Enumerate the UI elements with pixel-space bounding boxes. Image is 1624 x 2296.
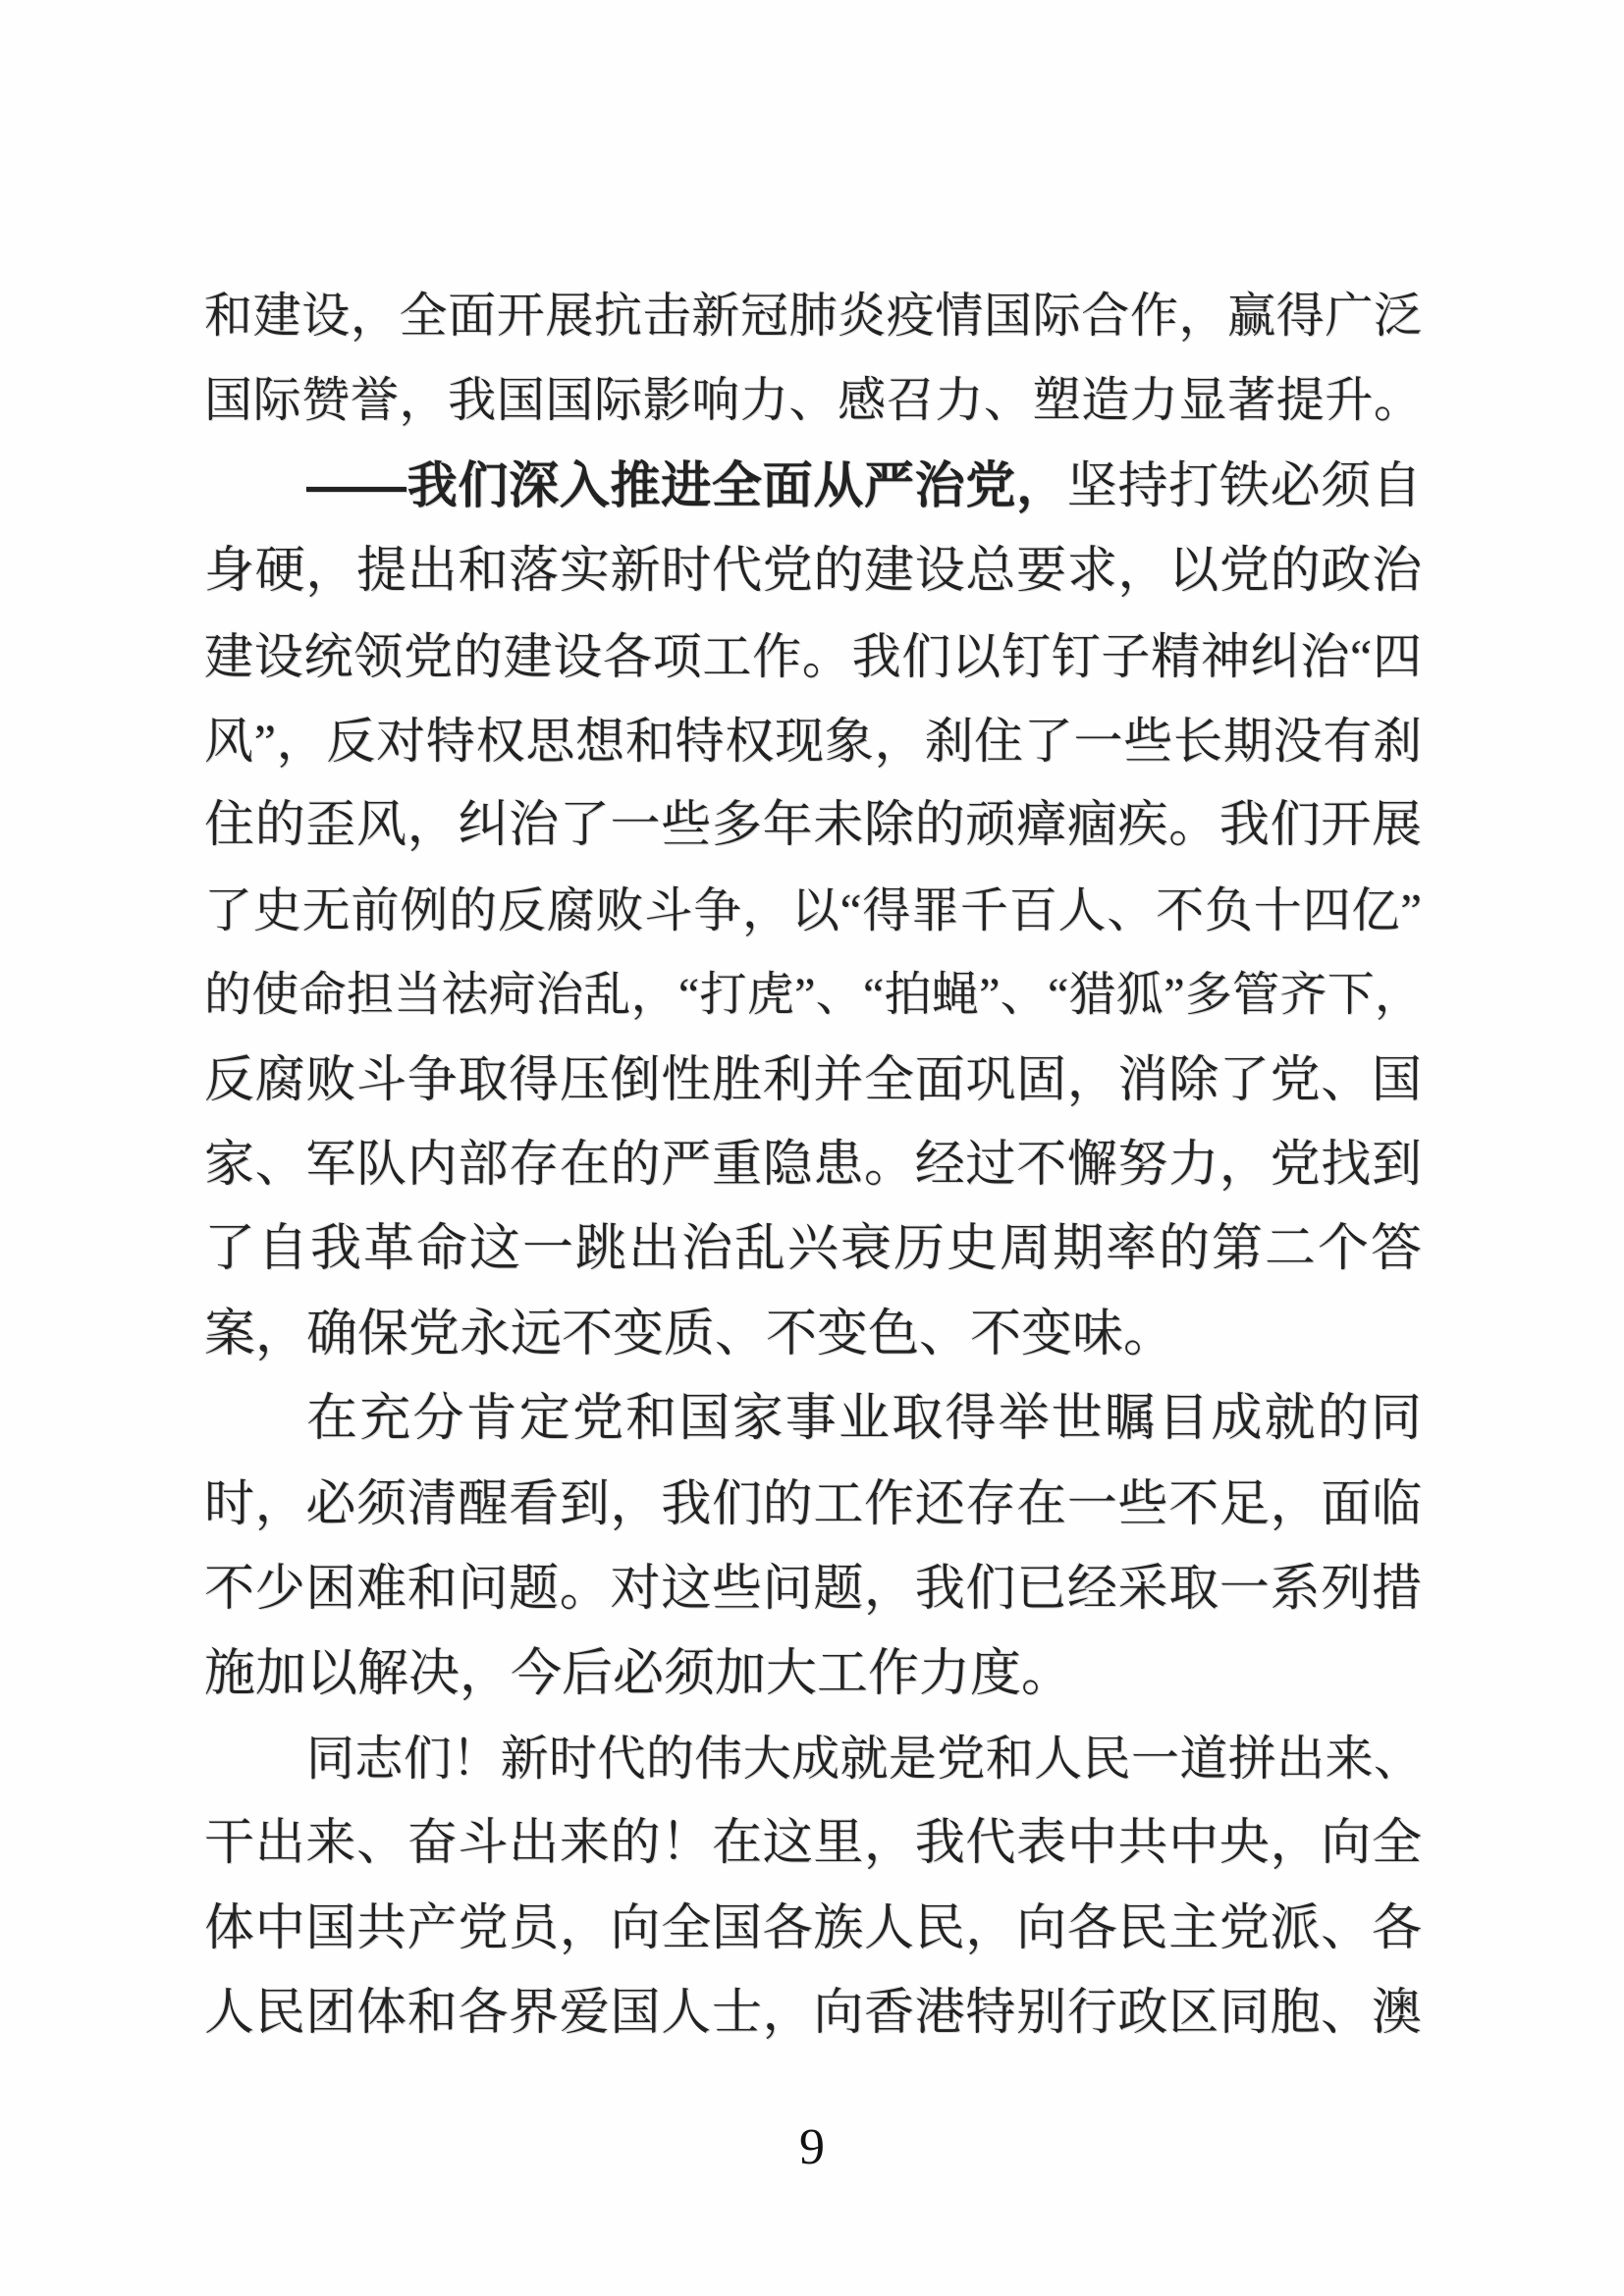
text-line: 身硬，提出和落实新时代党的建设总要求，以党的政治	[204, 544, 1422, 600]
text-segment: 坚持打铁必须自	[1066, 458, 1422, 514]
text-line: 和建设，全面开展抗击新冠肺炎疫情国际合作，赢得广泛	[204, 289, 1422, 343]
text-line: 了史无前例的反腐败斗争，以“得罪千百人、不负十四亿”	[204, 882, 1422, 937]
text-line: 反腐败斗争取得压倒性胜利并全面巩固，消除了党、国	[204, 1052, 1422, 1108]
text-line: 时，必须清醒看到，我们的工作还存在一些不足，面临	[204, 1476, 1422, 1532]
text-line: 建设统领党的建设各项工作。我们以钉钉子精神纠治“四	[204, 628, 1422, 684]
text-line: 风”，反对特权思想和特权现象，刹住了一些长期没有刹	[204, 714, 1422, 770]
text-line: 在充分肯定党和国家事业取得举世瞩目成就的同	[306, 1391, 1422, 1448]
text-line: 同志们！新时代的伟大成就是党和人民一道拼出来、	[306, 1731, 1422, 1786]
text-line	[204, 444, 1422, 529]
text-line: 住的歪风，纠治了一些多年未除的顽瘴痼疾。我们开展	[204, 798, 1422, 854]
text-line: 施加以解决，今后必须加大工作力度。	[204, 1645, 1073, 1702]
text-line: 干出来、奋斗出来的！在这里，我代表中共中央，向全	[204, 1816, 1422, 1872]
page-number: 9	[799, 2119, 825, 2175]
emphasis-lead-text: ——我们深入推进全面从严治党，	[306, 456, 1067, 513]
text-line: 家、军队内部存在的严重隐患。经过不懈努力，党找到	[204, 1138, 1422, 1194]
text-line: 了自我革命这一跳出治乱兴衰历史周期率的第二个答	[204, 1221, 1422, 1278]
text-line: 案，确保党永远不变质、不变色、不变味。	[204, 1306, 1175, 1362]
text-line: 体中国共产党员，向全国各族人民，向各民主党派、各	[204, 1900, 1422, 1956]
body-text	[204, 274, 1422, 2056]
text-line: 国际赞誉，我国国际影响力、感召力、塑造力显著提升。	[204, 373, 1422, 428]
text-line: 人民团体和各界爱国人士，向香港特别行政区同胞、澳	[204, 1986, 1422, 2042]
text-line: 不少困难和问题。对这些问题，我们已经采取一系列措	[204, 1562, 1422, 1618]
text-line: 的使命担当祛疴治乱，“打虎”、“拍蝇”、“猎狐”多管齐下，	[204, 969, 1422, 1022]
